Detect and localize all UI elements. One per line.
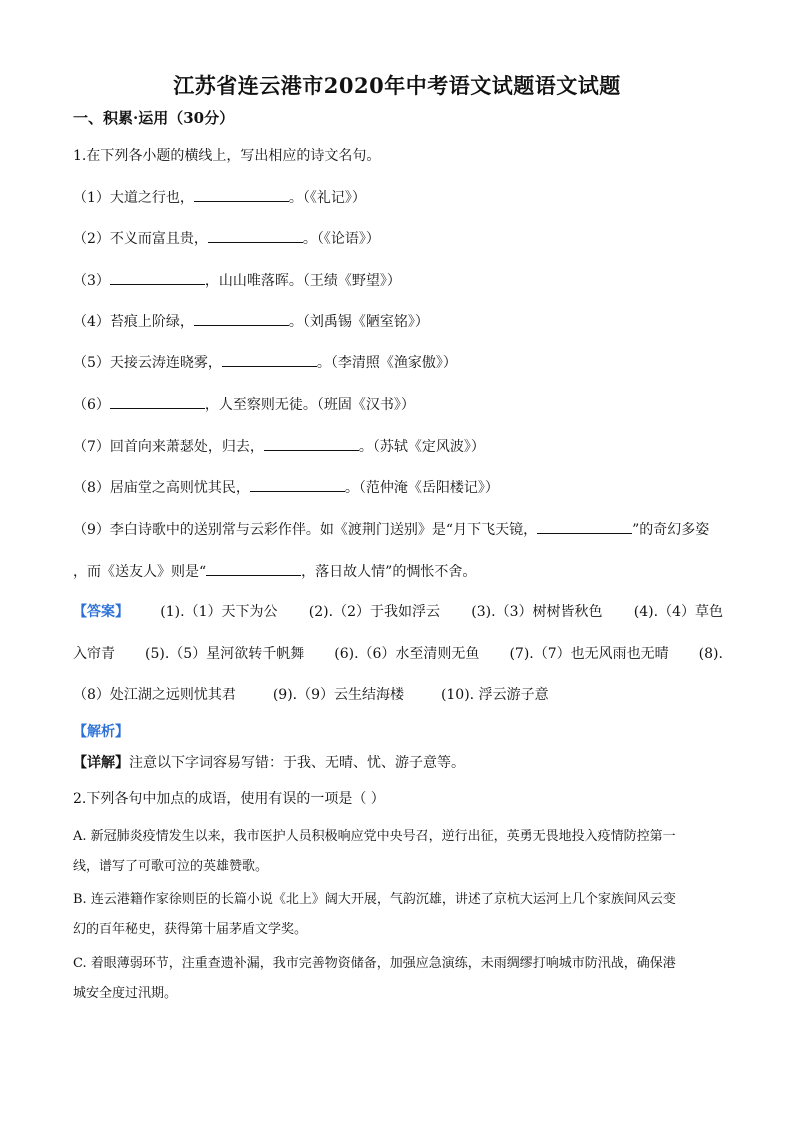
question-1-item <box>73 311 429 332</box>
answer-blank <box>110 270 205 285</box>
item-source: 。（李清照《渔家傲》） <box>316 355 457 371</box>
item-text: （2）不义而富且贵， <box>73 231 208 247</box>
question-1-item <box>73 394 415 415</box>
question-1-item-9 <box>73 519 709 540</box>
answer-blank <box>194 187 289 202</box>
question-1-item <box>73 270 401 291</box>
answer-blank <box>264 436 359 451</box>
answer-item: (7).（7）也无风雨也无晴 <box>509 646 669 662</box>
item-text: （4）苔痕上阶绿， <box>73 314 194 330</box>
question-1-item-9-cont <box>73 561 476 582</box>
item-text: ，落日故人情”的惆怅不舍。 <box>301 564 477 580</box>
analysis-detail <box>73 753 465 773</box>
item-source: ，山山唯落晖。（王绩《野望》） <box>204 273 401 289</box>
answer-item: (1).（1）天下为公 <box>160 604 278 620</box>
item-source: 。（刘禹锡《陋室铭》） <box>288 314 429 330</box>
item-source: 。（范仲淹《岳阳楼记》） <box>344 480 499 496</box>
analysis-heading <box>73 722 129 742</box>
answer-blank <box>222 352 317 367</box>
answer-blank <box>250 477 345 492</box>
answer-blank <box>208 228 303 243</box>
item-source: ，人至察则无徒。（班固《汉书》） <box>204 397 415 413</box>
section-heading: 一、积累·运用（30分） <box>73 109 235 127</box>
detail-text: 注意以下字词容易写错：于我、无晴、忧、游子意等。 <box>129 755 465 771</box>
option-a-line: A. 新冠肺炎疫情发生以来，我市医护人员积极响应党中央号召，逆行出征，英勇无畏地投入疫情防控第一 <box>73 829 676 844</box>
option-c-line: C. 着眼薄弱环节，注重查遗补漏，我市完善物资储备，加强应急演练，未雨绸缪打响城市防汛战，确保港 <box>73 956 676 971</box>
answer-item: (10). 浮云游子意 <box>440 687 549 703</box>
answer-item: (9).（9）云生结海楼 <box>272 687 405 703</box>
option-b-line: 幻的百年秘史，获得第十届茅盾文学奖。 <box>73 922 308 937</box>
item-text: ”的奇幻多姿 <box>632 522 710 538</box>
answer-item: 入帘青 <box>73 646 115 662</box>
item-text: （3） <box>73 273 110 289</box>
option-c-line: 城安全度过汛期。 <box>73 986 178 1001</box>
answer-tag: 【答案】 <box>73 604 129 620</box>
detail-tag: 【详解】 <box>73 755 129 771</box>
option-a-line: 线，谱写了可歌可泣的英雄赞歌。 <box>73 859 269 874</box>
answer-row <box>73 685 549 705</box>
answer-blank <box>194 311 289 326</box>
item-source: 。（《礼记》） <box>288 190 366 206</box>
page-title: 江苏省连云港市2020年中考语文试题语文试题 <box>173 73 621 98</box>
answer-item: (5).（5）星河欲转千帆舞 <box>145 646 305 662</box>
answer-row <box>73 644 723 664</box>
answer-blank <box>206 561 301 576</box>
item-text: ，而《送友人》则是“ <box>73 564 207 580</box>
item-text: （6） <box>73 397 110 413</box>
answer-item: (2).（2）于我如浮云 <box>308 604 440 620</box>
analysis-tag: 【解析】 <box>73 724 129 740</box>
question-1-item <box>73 352 457 373</box>
question-1-item <box>73 228 380 249</box>
question-2-stem: 2.下列各句中加点的成语，使用有误的一项是（ ） <box>73 791 385 807</box>
item-source: 。（苏轼《定风波》） <box>358 439 485 455</box>
item-source: 。（《论语》） <box>302 231 380 247</box>
answer-blank <box>110 394 205 409</box>
option-b-line: B. 连云港籍作家徐则臣的长篇小说《北上》阔大开展，气韵沉雄，讲述了京杭大运河上几个家族间风云变 <box>73 892 676 907</box>
answer-item: (3).（3）树树皆秋色 <box>471 604 603 620</box>
answer-row <box>73 602 723 622</box>
item-text: （1）大道之行也， <box>73 190 194 206</box>
question-1-item <box>73 436 485 457</box>
question-1-item <box>73 187 366 208</box>
answer-blank <box>537 519 632 534</box>
item-text: （5）天接云涛连晓雾， <box>73 355 222 371</box>
question-1-stem: 1.在下列各小题的横线上，写出相应的诗文名句。 <box>73 148 381 164</box>
item-text: （9）李白诗歌中的送别常与云彩作伴。如《渡荆门送别》是“月下飞天镜， <box>73 522 538 538</box>
answer-item: (6).（6）水至清则无鱼 <box>334 646 480 662</box>
item-text: （8）居庙堂之高则忧其民， <box>73 480 250 496</box>
question-1-item <box>73 477 499 498</box>
answer-item: (8). <box>698 646 723 662</box>
item-text: （7）回首向来萧瑟处，归去， <box>73 439 264 455</box>
answer-item: （8）处江湖之远则忧其君 <box>73 687 236 703</box>
answer-item: (4).（4）草色 <box>633 604 723 620</box>
